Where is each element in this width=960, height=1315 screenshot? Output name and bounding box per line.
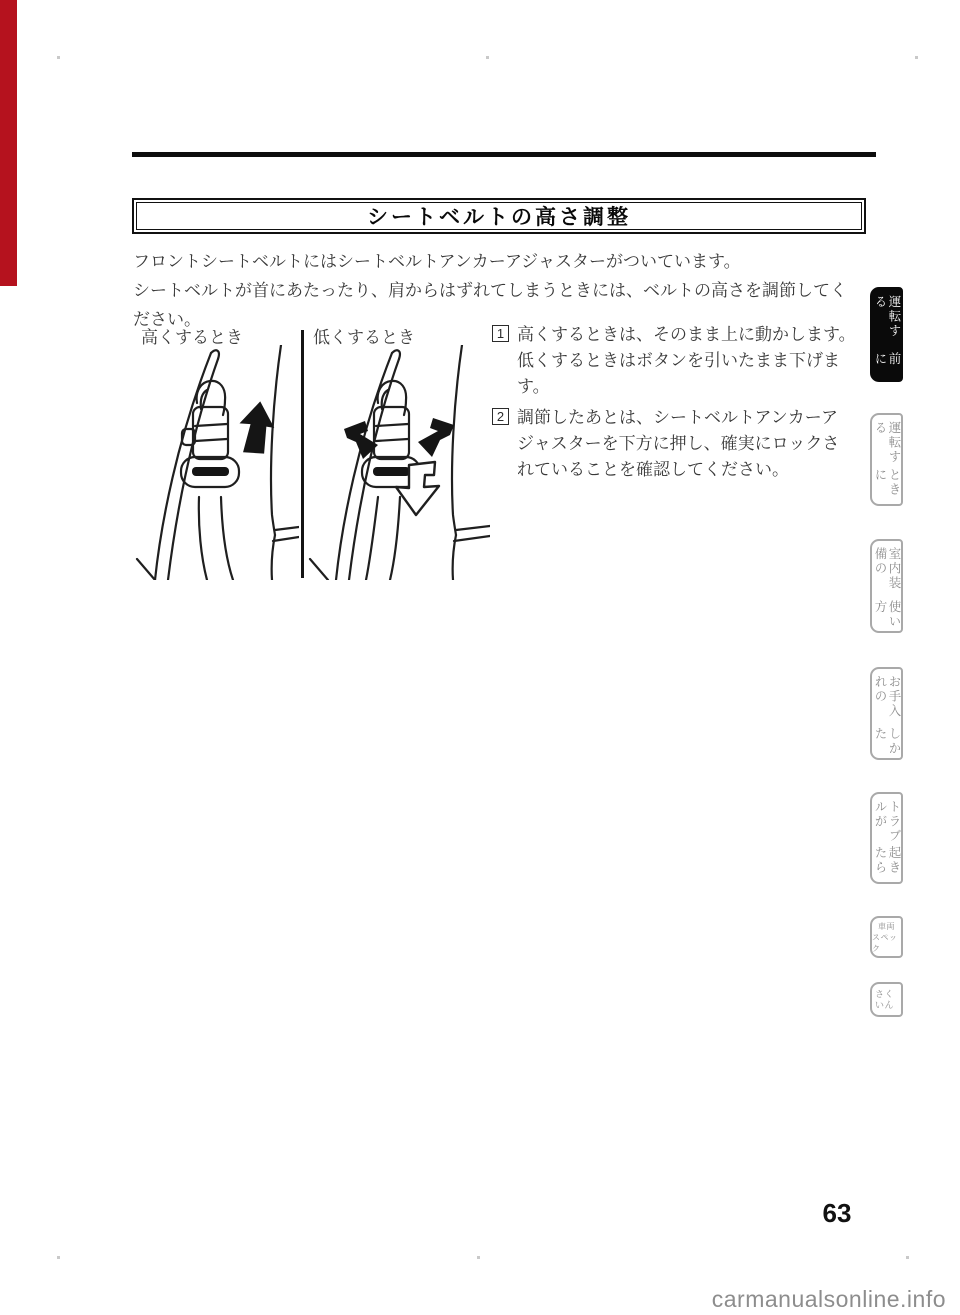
page-number: 63 — [822, 1198, 852, 1228]
tab-text-column: 使い方 — [873, 599, 901, 629]
press-arrow-right-icon — [418, 418, 454, 457]
tab-text-column: お手入れの — [873, 675, 901, 719]
seatbelt-anchor-raise-illustration — [135, 345, 299, 580]
tab-text-column: 室内装備の — [873, 547, 901, 591]
intro-line: シートベルトが首にあたったり、肩からはずれてしまうときには、ベルトの高さを調節してく — [133, 281, 847, 300]
tab-text-column: ときに — [873, 468, 901, 498]
watermark-text: carmanualsonline.info — [711, 1286, 946, 1312]
registration-mark — [486, 56, 489, 59]
tab-text-column: 運転する — [873, 421, 901, 465]
step-text-line: 低くするときはボタンを引いたまま下げま — [517, 351, 840, 370]
sidebar-tab-trouble — [870, 792, 903, 884]
step-text-line: す。 — [517, 377, 550, 396]
sidebar-tab-index — [870, 982, 903, 1017]
step-item — [492, 405, 864, 483]
step-text-line: 調節したあとは、シートベルトアンカーア — [517, 408, 838, 427]
figure-label-raise: 高くするとき — [141, 328, 243, 347]
tab-text-column: トラブルが — [873, 800, 901, 844]
tab-text-line: さくいん — [875, 988, 895, 1010]
step-item — [492, 322, 864, 400]
section-top-rule — [132, 152, 876, 157]
page-title: シートベルトの高さ調整 — [367, 206, 631, 229]
page-edge-color-bar — [0, 0, 17, 286]
step-number-badge: 1 — [492, 325, 509, 342]
tab-text-column: 前に — [873, 351, 901, 367]
step-text-line: ジャスターを下方に押し、確実にロックさ — [517, 434, 840, 453]
step-text — [517, 405, 839, 483]
tab-text-column: しかた — [873, 726, 901, 756]
figure-label-lower: 低くするとき — [313, 328, 415, 347]
tab-text-column: 運転する — [873, 295, 901, 339]
intro-line: ださい。 — [133, 310, 201, 329]
step-text-line: れていることを確認してください。 — [517, 460, 789, 479]
sidebar-tab-when-driving — [870, 413, 903, 506]
registration-mark — [57, 1256, 60, 1259]
intro-paragraph — [133, 247, 893, 334]
step-text-line: 高くするときは、そのまま上に動かします。 — [517, 325, 856, 344]
registration-mark — [906, 1256, 909, 1259]
registration-mark — [915, 56, 918, 59]
figure-divider-line — [301, 330, 304, 578]
sidebar-tab-interior-equipment — [870, 539, 903, 633]
sidebar-tab-vehicle-spec — [870, 916, 903, 958]
tab-text-line: 車両 — [878, 921, 895, 931]
registration-mark — [477, 1256, 480, 1259]
instruction-steps — [492, 322, 864, 483]
seatbelt-anchor-lower-illustration — [308, 345, 490, 580]
step-text — [517, 322, 856, 400]
tab-text-column: 起きたら — [873, 845, 901, 875]
intro-line: フロントシートベルトにはシートベルトアンカーアジャスターがついています。 — [133, 252, 741, 271]
registration-mark — [57, 56, 60, 59]
press-arrow-left-icon — [344, 421, 378, 459]
step-number-badge: 2 — [492, 408, 509, 425]
sidebar-tab-maintenance — [870, 667, 903, 760]
tab-text-line: スペック — [872, 932, 898, 953]
sidebar-tab-before-driving — [870, 287, 903, 382]
section-title-box — [132, 198, 866, 234]
